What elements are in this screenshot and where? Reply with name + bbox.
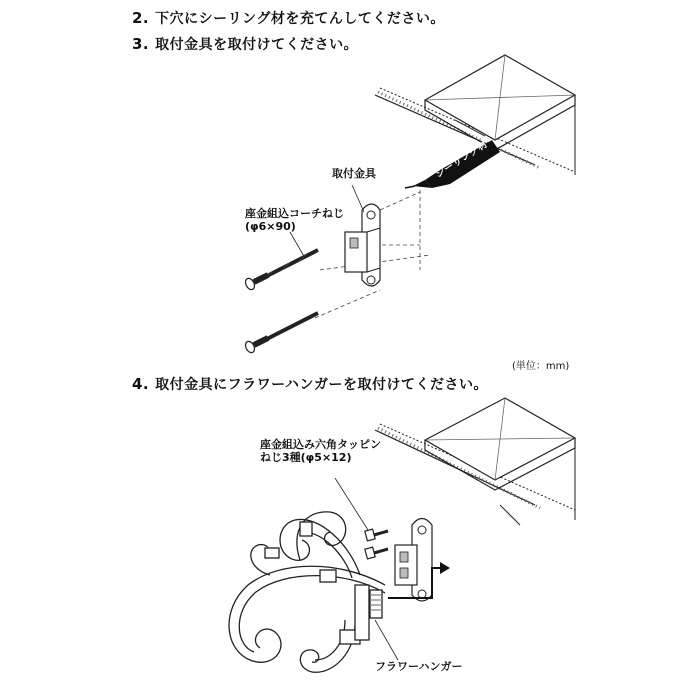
wall-section-bottom [375,398,575,525]
coach-screw-2 [244,313,318,354]
step-3-instruction: 3. 取付金具を取付けてください。 [132,35,359,53]
step-2-instruction: 2. 下穴にシーリング材を充てんしてください。 [132,9,445,27]
bracket-leader-line [352,185,364,212]
hanger-leader-line [375,620,398,660]
coach-screw-1 [244,250,318,291]
flower-hanger-label: フラワーハンガー [375,660,463,673]
tapping-screw-label-line1: 座金組込み六角タッピン [260,438,381,451]
mounting-bracket-top [345,204,380,286]
flower-hanger [229,512,385,672]
sealant-label: シーリング材 [433,138,490,181]
mounting-bracket-bottom [395,519,432,602]
coach-screw-label-line1: 座金組込コーチねじ [245,207,344,220]
step-4-instruction: 4. 取付金具にフラワーハンガーを取付けてください。 [132,375,488,393]
tapping-screw-label-line2: ねじ3種(φ5×12) [260,451,352,464]
tapping-screws [365,529,388,559]
coach-screw-label-line2: (φ6×90) [245,220,296,233]
bracket-label: 取付金具 [332,167,376,180]
tapping-screw-leader [335,478,368,530]
screw-leader-line [290,232,305,258]
unit-note: (単位：mm) [512,361,570,372]
